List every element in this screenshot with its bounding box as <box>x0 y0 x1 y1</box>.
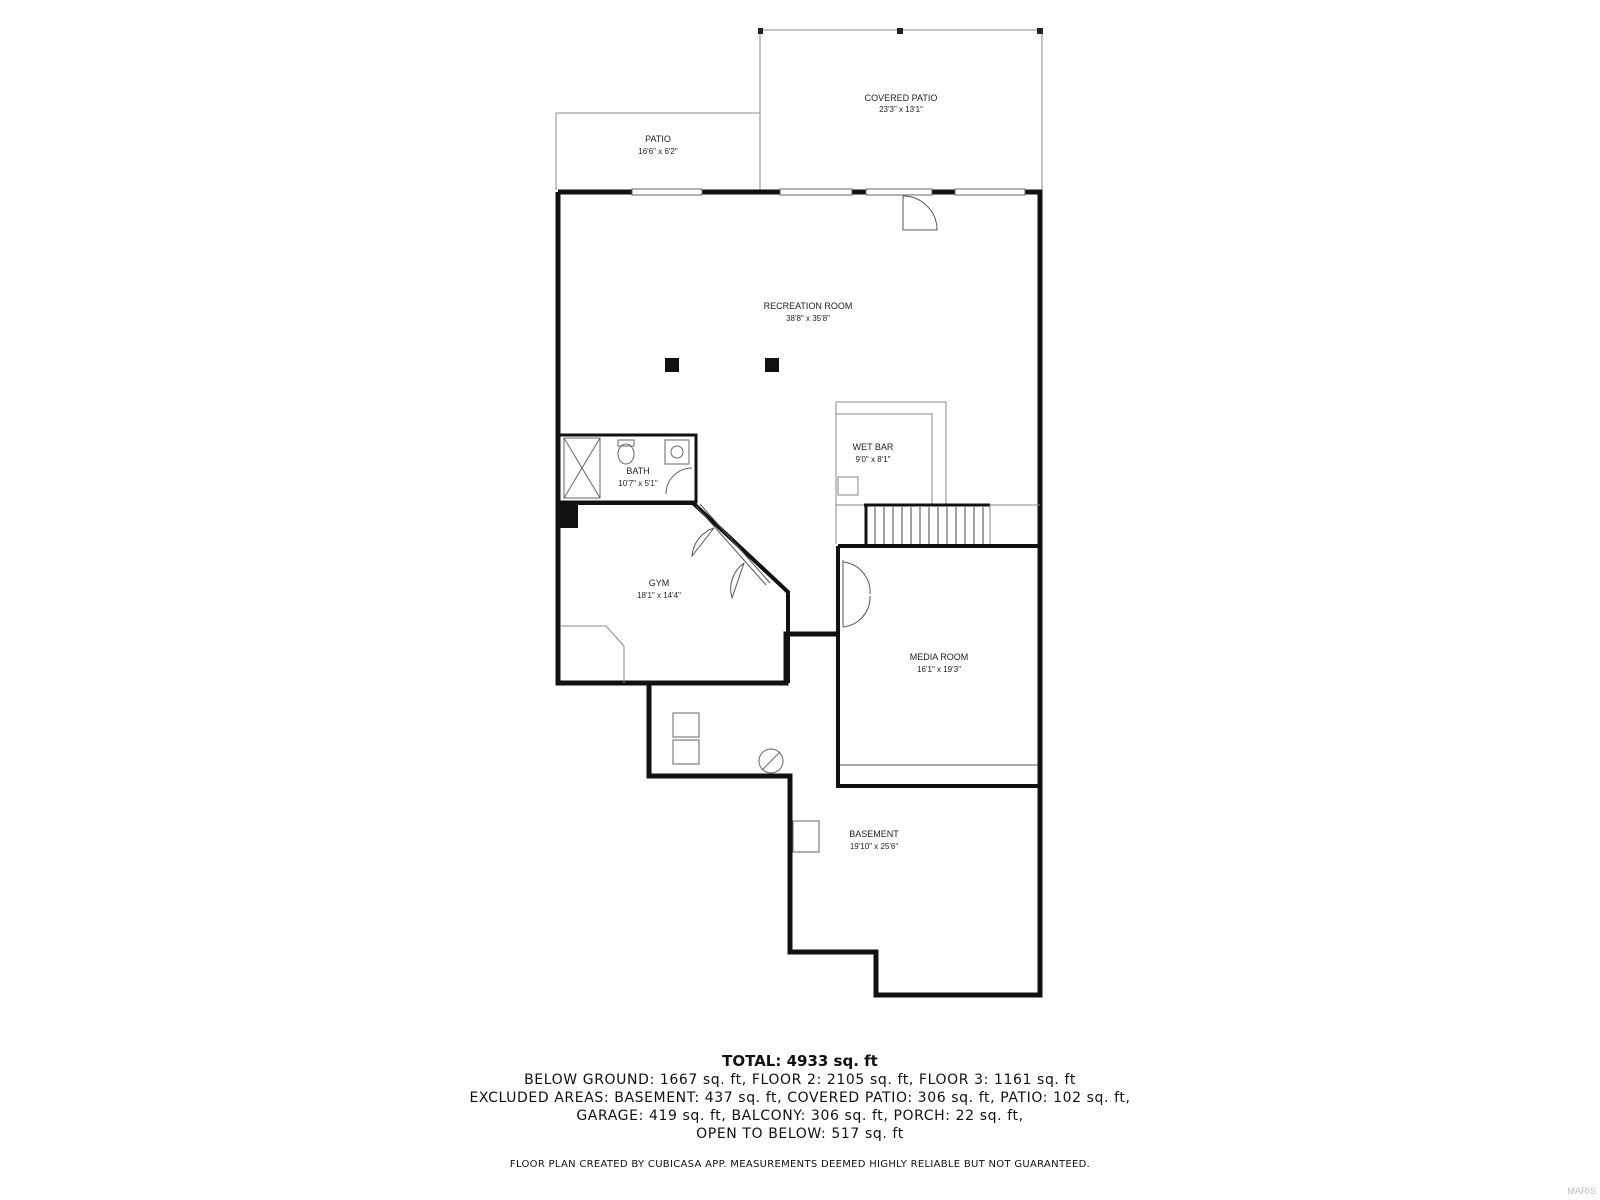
media-room-label: MEDIA ROOM <box>909 652 969 662</box>
disclaimer: FLOOR PLAN CREATED BY CUBICASA APP. MEASUREMENTS DEEMED HIGHLY RELIABLE BUT NOT GUARANTEED. <box>509 1159 1091 1170</box>
wet-bar-label: WET BAR <box>852 442 894 452</box>
exterior-walls <box>558 192 1040 995</box>
area-breakdown-line-3: GARAGE: 419 sq. ft, BALCONY: 306 sq. ft, PORCH: 22 sq. ft, <box>576 1108 1024 1124</box>
gym-dims: 18'1" x 14'4" <box>637 591 681 600</box>
covered-patio-posts <box>758 28 1043 34</box>
watermark: MARIS <box>1567 1186 1596 1196</box>
gym-corner-unit <box>560 626 624 683</box>
total-area: TOTAL: 4933 sq. ft <box>722 1052 878 1070</box>
wet-bar-counter <box>836 402 946 505</box>
patio-door <box>903 196 937 230</box>
patio-dims: 16'6" x 6'2" <box>638 147 678 156</box>
gym-doors <box>692 504 770 598</box>
area-breakdown-line-2: EXCLUDED AREAS: BASEMENT: 437 sq. ft, COVERED PATIO: 306 sq. ft, PATIO: 102 sq. ft, <box>469 1090 1131 1106</box>
area-breakdown-line-1: BELOW GROUND: 1667 sq. ft, FLOOR 2: 2105 sq. ft, FLOOR 3: 1161 sq. ft <box>524 1072 1076 1088</box>
media-room-dims: 16'1" x 19'3" <box>917 665 961 674</box>
wet-bar-dims: 9'0" x 8'1" <box>855 455 891 464</box>
covered-patio-dims: 23'3" x 13'1" <box>879 105 923 114</box>
bath-label: BATH <box>626 466 650 476</box>
recreation-room-label: RECREATION ROOM <box>763 301 853 311</box>
basement-dims: 19'10" x 25'6" <box>849 842 899 851</box>
patio-label: PATIO <box>645 134 671 144</box>
covered-patio-label: COVERED PATIO <box>864 93 938 103</box>
gym-label: GYM <box>648 578 670 588</box>
media-room-doors <box>840 560 1038 765</box>
basement-label: BASEMENT <box>849 829 899 839</box>
top-windows <box>632 189 1025 195</box>
recreation-room-dims: 38'8" x 35'8" <box>786 314 830 323</box>
bath-dims: 10'7" x 5'1" <box>618 479 658 488</box>
columns <box>665 358 779 372</box>
bath-chase <box>558 502 578 528</box>
mechanical-units <box>673 713 819 852</box>
stair-treads <box>875 507 983 544</box>
area-breakdown-line-4: OPEN TO BELOW: 517 sq. ft <box>696 1126 904 1142</box>
